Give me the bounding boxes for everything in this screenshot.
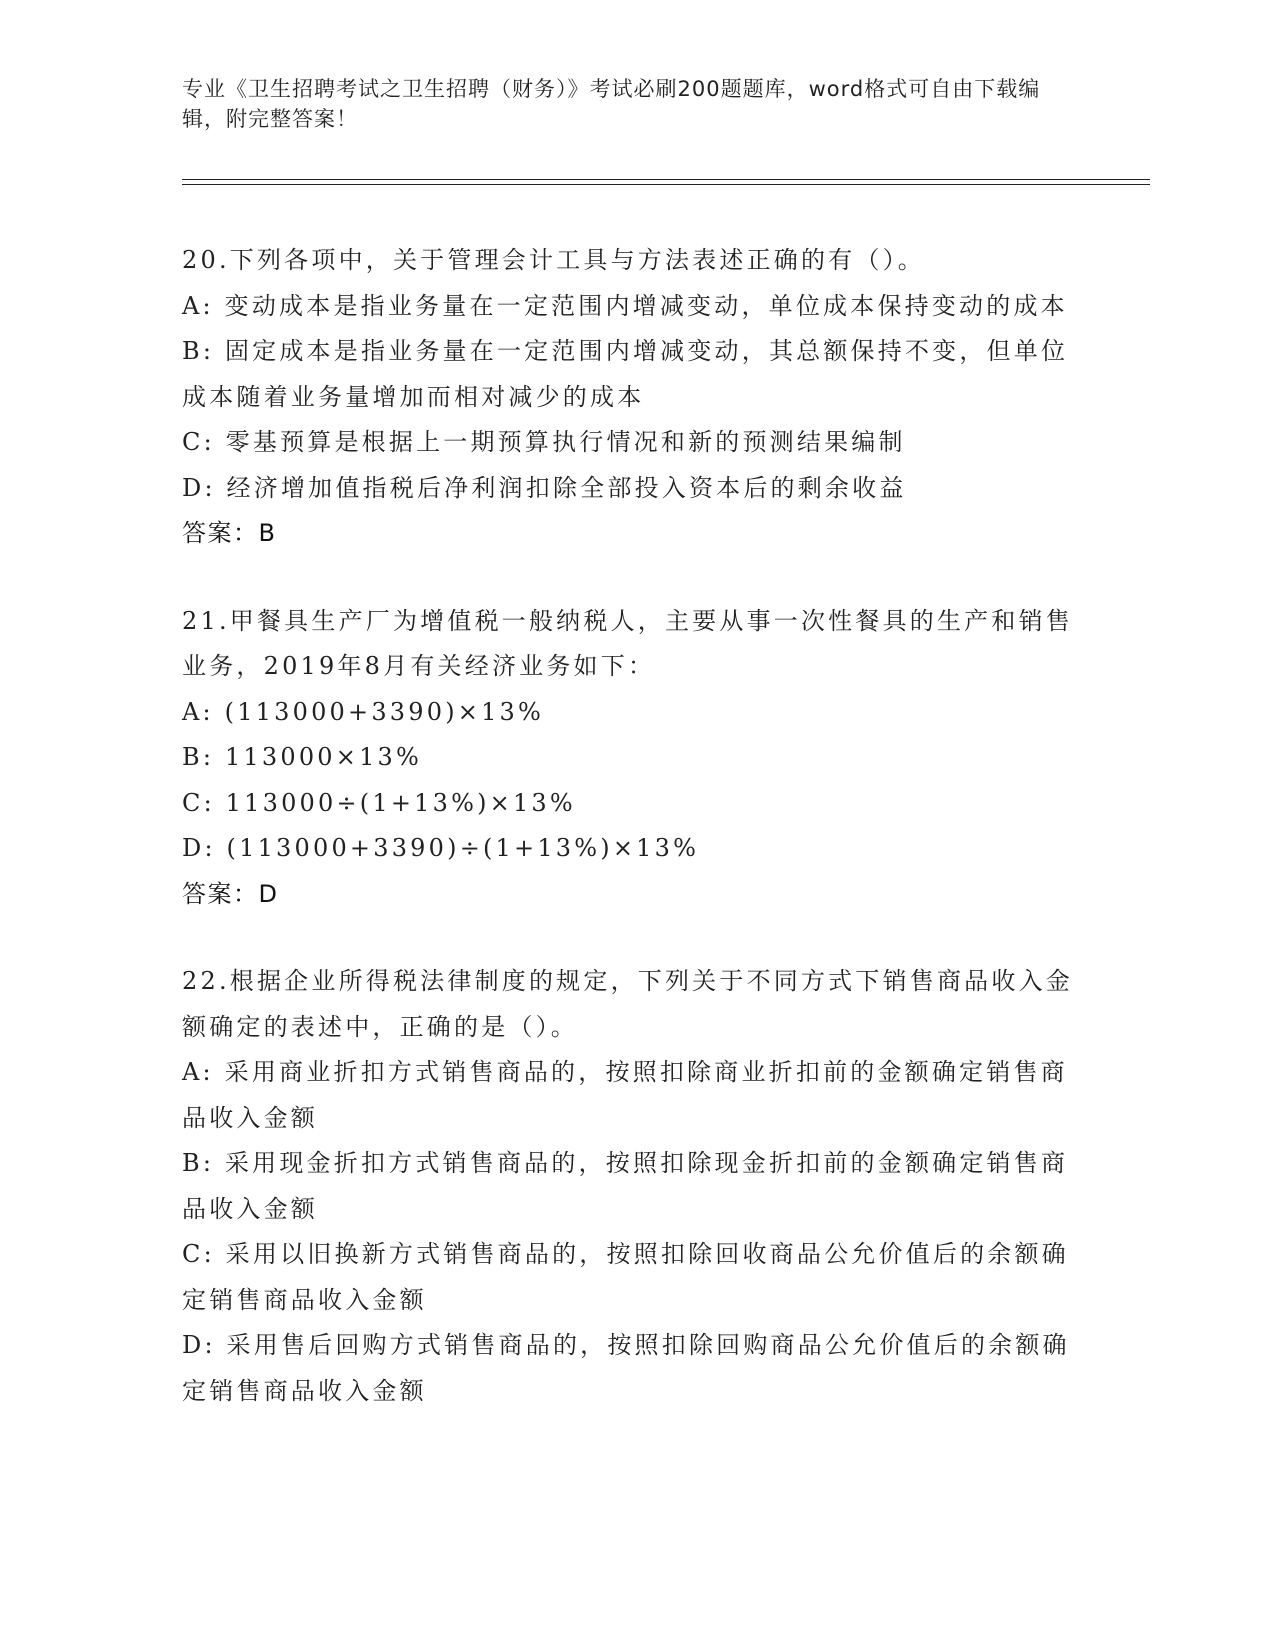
answer: 答案：D: [182, 879, 279, 908]
answer: 答案：B: [182, 519, 277, 547]
question-stem: 20.下列各项中，关于管理会计工具与方法表述正确的有（）。: [182, 246, 925, 274]
option-d: D: (113000+3390)÷(1+13%)×13%: [182, 834, 700, 862]
document-header: 专业《卫生招聘考试之卫生招聘（财务）》考试必刷200题题库，word格式可自由下载编辑，附完整答案！: [182, 77, 1041, 131]
question-21: [182, 599, 1082, 918]
header-double-rule: [182, 179, 1150, 185]
option-b: B: 采用现金折扣方式销售商品的，按照扣除现金折扣前的金额确定销售商品收入金额: [182, 1149, 1069, 1223]
option-c: C: 采用以旧换新方式销售商品的，按照扣除回收商品公允价值后的余额确定销售商品收入金额: [182, 1240, 1069, 1314]
option-d: D: 采用售后回购方式销售商品的，按照扣除回购商品公允价值后的余额确定销售商品收入金额: [182, 1331, 1070, 1405]
question-20: [182, 238, 1082, 557]
question-stem: 22.根据企业所得税法律制度的规定，下列关于不同方式下销售商品收入金额确定的表述中，正确的是（）。: [182, 967, 1073, 1041]
option-a: A: 变动成本是指业务量在一定范围内增减变动，单位成本保持变动的成本: [182, 291, 1068, 320]
option-c: C: 零基预算是根据上一期预算执行情况和新的预测结果编制: [182, 428, 906, 456]
question-stem: 21.甲餐具生产厂为增值税一般纳税人，主要从事一次性餐具的生产和销售业务，2019年8月有关经济业务如下：: [182, 606, 1073, 680]
option-b: B: 113000×13%: [182, 743, 423, 771]
option-c: C: 113000÷(1+13%)×13%: [182, 788, 576, 817]
option-a: A: (113000+3390)×13%: [182, 697, 545, 726]
question-list: [182, 238, 1082, 1456]
option-b: B: 固定成本是指业务量在一定范围内增减变动，其总额保持不变，但单位成本随着业务量增加而相对减少的成本: [182, 337, 1069, 411]
question-22: [182, 959, 1082, 1414]
option-a: A: 采用商业折扣方式销售商品的，按照扣除商业折扣前的金额确定销售商品收入金额: [182, 1058, 1068, 1132]
option-d: D: 经济增加值指税后净利润扣除全部投入资本后的剩余收益: [182, 473, 907, 502]
